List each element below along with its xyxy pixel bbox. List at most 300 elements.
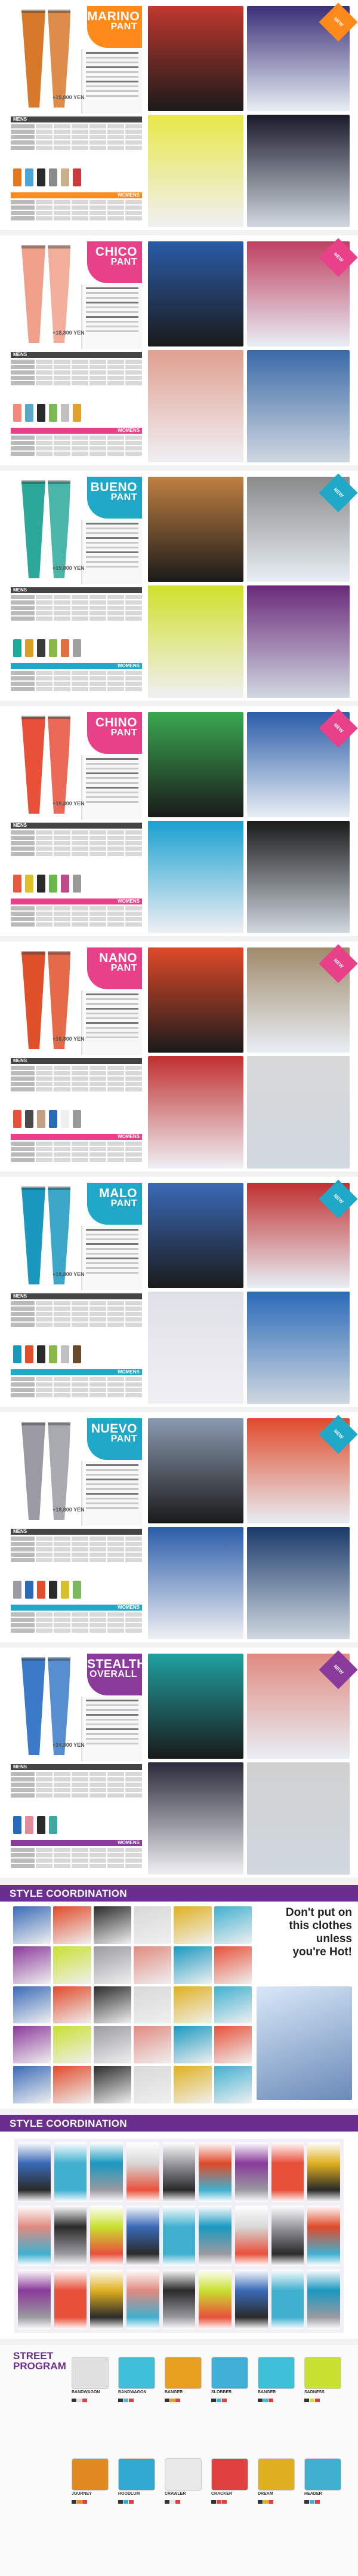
street-item[interactable] <box>165 2357 202 2399</box>
lifestyle-photo <box>247 1762 350 1875</box>
product-panel <box>11 712 142 933</box>
street-title-line1: STREET <box>13 2350 54 2362</box>
collage-photo <box>174 1906 211 1944</box>
color-swatch[interactable] <box>25 639 33 657</box>
street-item-image <box>165 2458 202 2491</box>
color-swatch[interactable] <box>25 1345 33 1363</box>
color-swatch[interactable] <box>25 1581 33 1599</box>
pant-page-chico <box>0 235 358 465</box>
mens-label: MENS <box>11 1764 142 1770</box>
color-swatch[interactable] <box>49 168 57 186</box>
mens-label: MENS <box>11 116 142 122</box>
product-panel <box>11 6 142 227</box>
color-swatches <box>11 404 142 424</box>
color-swatch[interactable] <box>37 404 45 422</box>
street-item[interactable] <box>72 2357 109 2399</box>
snowboard-action-photo <box>257 1986 352 2100</box>
new-badge: NEW <box>319 944 357 983</box>
color-swatch[interactable] <box>25 875 33 893</box>
product-name: MARINO <box>87 10 140 23</box>
color-swatch[interactable] <box>37 1345 45 1363</box>
color-swatch[interactable] <box>73 1345 81 1363</box>
lifestyle-photo <box>148 1654 243 1759</box>
womens-size-chart <box>11 663 142 697</box>
price-label: +18,800 YEN <box>53 801 85 806</box>
lifestyle-photo <box>247 821 350 933</box>
collage-photo <box>13 1946 51 1984</box>
color-swatch[interactable] <box>61 1110 69 1128</box>
color-swatches <box>11 875 142 895</box>
lookbook-model <box>126 2142 159 2202</box>
color-swatch[interactable] <box>61 168 69 186</box>
spec-box <box>81 1226 142 1290</box>
lookbook-model <box>199 2270 232 2329</box>
lifestyle-photos <box>148 241 350 462</box>
lifestyle-photo <box>148 821 243 933</box>
price-label: +24,800 YEN <box>53 1742 85 1748</box>
lifestyle-photo <box>148 477 243 582</box>
lifestyle-photo <box>247 585 350 698</box>
color-swatch[interactable] <box>73 875 81 893</box>
street-item-name: HEADER <box>304 2492 322 2496</box>
price-label: +16,800 YEN <box>53 1036 85 1042</box>
street-item-colors <box>165 2394 202 2405</box>
mens-label: MENS <box>11 823 142 829</box>
lifestyle-photos <box>148 947 350 1169</box>
color-swatch[interactable] <box>49 1345 57 1363</box>
lookbook-model <box>271 2142 304 2202</box>
spec-box <box>81 1461 142 1526</box>
color-swatch[interactable] <box>73 639 81 657</box>
street-item-image <box>211 2458 248 2491</box>
color-swatch[interactable] <box>13 875 21 893</box>
color-swatches <box>11 1345 142 1366</box>
street-item-image <box>118 2458 155 2491</box>
lookbook-model <box>18 2142 51 2202</box>
street-item-image <box>72 2458 109 2491</box>
color-swatch[interactable] <box>61 404 69 422</box>
street-item-image <box>258 2458 295 2491</box>
product-name: CHINO <box>95 716 137 729</box>
pant-page-bueno <box>0 471 358 701</box>
color-swatch[interactable] <box>61 875 69 893</box>
product-name: NUEVO <box>91 1422 137 1436</box>
lookbook-model <box>54 2270 87 2329</box>
color-swatches <box>11 1816 142 1836</box>
street-item-colors <box>258 2496 295 2507</box>
lookbook-model <box>199 2142 232 2202</box>
product-type: PANT <box>110 728 137 738</box>
product-title-box <box>87 1418 142 1460</box>
lookbook-model <box>307 2270 340 2329</box>
collage-photo <box>94 1946 131 1984</box>
product-type: PANT <box>110 1198 137 1209</box>
street-item[interactable] <box>304 2357 341 2399</box>
womens-label: WOMENS <box>11 1369 142 1375</box>
street-item-image <box>165 2357 202 2389</box>
lifestyle-photo <box>247 1292 350 1404</box>
street-item-image <box>211 2357 248 2389</box>
product-panel <box>11 241 142 462</box>
collage-photo <box>174 1986 211 2024</box>
product-type: PANT <box>110 257 137 267</box>
street-item-name: HOODLUM <box>118 2492 140 2496</box>
product-panel <box>11 477 142 698</box>
product-title-box <box>87 947 142 989</box>
color-swatch[interactable] <box>13 1816 21 1834</box>
section-title: STYLE COORDINATION <box>0 2115 358 2132</box>
street-item-name: SLOBBER <box>211 2390 232 2394</box>
womens-label: WOMENS <box>11 898 142 904</box>
color-swatch[interactable] <box>13 404 21 422</box>
quote-line: this clothes <box>289 1919 352 1932</box>
collage-photo <box>214 1906 252 1944</box>
mens-size-chart <box>11 587 142 635</box>
street-item-colors <box>72 2394 109 2405</box>
collage-photo <box>53 1946 91 1984</box>
street-title <box>13 2351 66 2371</box>
collage-photo <box>134 1906 171 1944</box>
pant-page-stealth <box>0 1648 358 1878</box>
womens-size-chart <box>11 1134 142 1167</box>
new-badge: NEW <box>319 473 357 512</box>
color-swatch[interactable] <box>73 1110 81 1128</box>
color-swatch[interactable] <box>73 168 81 186</box>
new-badge: NEW <box>319 1415 357 1453</box>
womens-size-chart <box>11 1840 142 1873</box>
collage-photo <box>134 2026 171 2063</box>
lifestyle-photos <box>148 712 350 933</box>
lifestyle-photos <box>148 1654 350 1875</box>
street-item-name: JOURNEY <box>72 2492 92 2496</box>
product-name: BUENO <box>90 480 137 494</box>
color-swatch[interactable] <box>37 168 45 186</box>
lifestyle-photo <box>148 241 243 346</box>
womens-size-chart <box>11 1605 142 1638</box>
collage-photo <box>94 1906 131 1944</box>
price-label: +18,800 YEN <box>53 1507 85 1513</box>
lifestyle-photos <box>148 1183 350 1404</box>
womens-label: WOMENS <box>11 1605 142 1611</box>
street-item-image <box>304 2357 341 2389</box>
street-item-colors <box>211 2394 248 2405</box>
street-item-colors <box>72 2496 109 2507</box>
lookbook-model <box>163 2142 196 2202</box>
mens-label: MENS <box>11 1529 142 1535</box>
color-swatch[interactable] <box>73 404 81 422</box>
product-name: NANO <box>99 951 137 965</box>
mens-size-chart <box>11 352 142 400</box>
lookbook-model <box>18 2270 51 2329</box>
street-item-colors <box>165 2496 202 2507</box>
lookbook-model <box>163 2206 196 2265</box>
color-swatch[interactable] <box>49 639 57 657</box>
collage-photo <box>214 1986 252 2024</box>
lookbook-model <box>90 2206 123 2265</box>
lookbook-model <box>18 2206 51 2265</box>
mens-label: MENS <box>11 1058 142 1064</box>
collage-photo <box>53 2026 91 2063</box>
lookbook-model <box>307 2206 340 2265</box>
color-swatches <box>11 168 142 189</box>
collage-photo <box>174 2026 211 2063</box>
color-swatch[interactable] <box>37 1110 45 1128</box>
womens-size-chart <box>11 192 142 226</box>
womens-label: WOMENS <box>11 1134 142 1140</box>
lifestyle-photo <box>148 6 243 111</box>
street-item-colors <box>258 2394 295 2405</box>
product-title-box <box>87 241 142 283</box>
street-item-colors <box>118 2394 155 2405</box>
product-name: CHICO <box>95 245 137 259</box>
collage-photo <box>94 2066 131 2103</box>
street-item-name: BANGER <box>258 2390 276 2394</box>
lifestyle-photo <box>148 115 243 227</box>
collage-photo <box>13 2066 51 2103</box>
price-label: +19,800 YEN <box>53 94 85 100</box>
color-swatch[interactable] <box>13 639 21 657</box>
color-swatch[interactable] <box>25 404 33 422</box>
quote-line: you're Hot! <box>292 1946 352 1958</box>
spec-box <box>81 990 142 1055</box>
color-swatch[interactable] <box>25 168 33 186</box>
lifestyle-photos <box>148 6 350 227</box>
lifestyle-photo <box>148 1762 243 1875</box>
product-panel <box>11 947 142 1169</box>
new-badge: NEW <box>319 2 357 41</box>
color-swatch[interactable] <box>13 1581 21 1599</box>
street-title-line2: PROGRAM <box>13 2360 66 2372</box>
lifestyle-photo <box>247 350 350 462</box>
street-item-colors <box>304 2496 341 2507</box>
price-label: +19,800 YEN <box>53 565 85 571</box>
womens-label: WOMENS <box>11 192 142 198</box>
street-item-image <box>258 2357 295 2389</box>
womens-label: WOMENS <box>11 428 142 434</box>
color-swatch[interactable] <box>37 639 45 657</box>
color-swatch[interactable] <box>49 875 57 893</box>
street-item-colors <box>304 2394 341 2405</box>
mens-size-chart <box>11 116 142 164</box>
lifestyle-photo <box>247 1056 350 1169</box>
lookbook-model <box>90 2270 123 2329</box>
color-swatches <box>11 1581 142 1601</box>
street-item-name: BANGER <box>165 2390 183 2394</box>
lifestyle-photo <box>148 947 243 1053</box>
mens-label: MENS <box>11 1293 142 1299</box>
color-swatch[interactable] <box>13 1110 21 1128</box>
quote-line: unless <box>316 1933 352 1945</box>
street-item-name: DREAM <box>258 2492 273 2496</box>
lookbook-model <box>271 2206 304 2265</box>
product-panel <box>11 1183 142 1404</box>
quote-line: Don't put on <box>285 1906 352 1919</box>
collage-photo <box>134 2066 171 2103</box>
street-item[interactable] <box>118 2357 155 2399</box>
lookbook-model <box>163 2270 196 2329</box>
mens-size-chart <box>11 1293 142 1341</box>
street-item[interactable] <box>211 2357 248 2399</box>
womens-size-chart <box>11 428 142 461</box>
collage-photo <box>53 1986 91 2024</box>
color-swatch[interactable] <box>73 1581 81 1599</box>
pant-page-chino <box>0 706 358 936</box>
new-badge: NEW <box>319 709 357 747</box>
product-type: PANT <box>110 1434 137 1444</box>
collage-photo <box>13 1986 51 2024</box>
collage-photo <box>53 1906 91 1944</box>
product-name: MALO <box>99 1186 137 1200</box>
collage-photo <box>174 2066 211 2103</box>
lifestyle-photo <box>148 1183 243 1288</box>
lookbook-model <box>54 2206 87 2265</box>
pant-page-marino <box>0 0 358 230</box>
color-swatch[interactable] <box>61 1581 69 1599</box>
lookbook-model <box>199 2206 232 2265</box>
street-item[interactable] <box>165 2458 202 2500</box>
spec-box <box>81 284 142 349</box>
product-title-box <box>87 712 142 754</box>
street-item-name: CRAWLER <box>165 2492 186 2496</box>
pant-page-malo <box>0 1177 358 1407</box>
mens-size-chart <box>11 1058 142 1106</box>
spec-box <box>81 49 142 114</box>
color-swatch[interactable] <box>61 1345 69 1363</box>
womens-label: WOMENS <box>11 1840 142 1846</box>
lifestyle-photo <box>148 350 243 462</box>
color-swatches <box>11 639 142 660</box>
mens-size-chart <box>11 823 142 870</box>
street-item-name: BANDWAGON <box>118 2390 147 2394</box>
lookbook-model <box>307 2142 340 2202</box>
color-swatch[interactable] <box>49 404 57 422</box>
collage-photo <box>13 2026 51 2063</box>
street-item[interactable] <box>72 2458 109 2500</box>
street-program-section <box>0 2345 358 2576</box>
street-item-name: SADNESS <box>304 2390 325 2394</box>
lifestyle-photo <box>148 712 243 817</box>
lifestyle-photo <box>247 115 350 227</box>
collage-photo <box>214 2026 252 2063</box>
street-item-name: BANDWAGON <box>72 2390 100 2394</box>
product-title-box <box>87 1183 142 1225</box>
collage-photo <box>214 2066 252 2103</box>
street-item-image <box>118 2357 155 2389</box>
product-title-box <box>87 1654 146 1695</box>
style-coordination-section-1 <box>0 1885 358 2109</box>
street-item[interactable] <box>118 2458 155 2500</box>
womens-size-chart <box>11 898 142 932</box>
price-label: +18,800 YEN <box>53 330 85 336</box>
pant-page-nano <box>0 942 358 1172</box>
lookbook-grid <box>14 2139 344 2333</box>
color-swatch[interactable] <box>49 1816 57 1834</box>
womens-label: WOMENS <box>11 663 142 669</box>
product-title-box <box>87 477 142 519</box>
lifestyle-photo <box>148 585 243 698</box>
section-title: STYLE COORDINATION <box>0 1885 358 1902</box>
product-type: PANT <box>110 492 137 502</box>
lifestyle-photos <box>148 477 350 698</box>
product-title-box <box>87 6 142 48</box>
lifestyle-photo <box>247 1527 350 1639</box>
street-item[interactable] <box>211 2458 248 2500</box>
mens-size-chart <box>11 1529 142 1577</box>
price-label: +18,800 YEN <box>53 1271 85 1277</box>
color-swatch[interactable] <box>13 1345 21 1363</box>
color-swatch[interactable] <box>49 1110 57 1128</box>
street-item-image <box>304 2458 341 2491</box>
lifestyle-photo <box>148 1292 243 1404</box>
womens-size-chart <box>11 1369 142 1403</box>
street-item[interactable] <box>304 2458 341 2500</box>
lookbook-model <box>271 2270 304 2329</box>
color-swatch[interactable] <box>25 1110 33 1128</box>
lookbook-model <box>235 2206 268 2265</box>
lifestyle-photo <box>148 1418 243 1523</box>
collage-photo <box>94 1986 131 2024</box>
mens-label: MENS <box>11 352 142 358</box>
collage-photo <box>94 2026 131 2063</box>
lookbook-model <box>235 2270 268 2329</box>
street-item-colors <box>118 2496 155 2507</box>
street-item-colors <box>211 2496 248 2507</box>
lookbook-model <box>126 2206 159 2265</box>
style-coordination-section-2 <box>0 2115 358 2339</box>
new-badge: NEW <box>319 238 357 277</box>
mens-label: MENS <box>11 587 142 593</box>
new-badge: NEW <box>319 1650 357 1689</box>
color-swatch[interactable] <box>37 1581 45 1599</box>
product-panel <box>11 1418 142 1639</box>
lookbook-model <box>126 2270 159 2329</box>
lifestyle-photo <box>148 1056 243 1169</box>
collage-photo <box>214 1946 252 1984</box>
color-swatch[interactable] <box>37 875 45 893</box>
lifestyle-photo <box>148 1527 243 1639</box>
collage-photo <box>13 1906 51 1944</box>
product-type: PANT <box>110 963 137 973</box>
new-badge: NEW <box>319 1179 357 1218</box>
photo-collage <box>13 1906 252 2103</box>
color-swatch[interactable] <box>37 1816 45 1834</box>
spec-box <box>81 755 142 820</box>
quote-box <box>257 1906 352 1978</box>
lookbook-model <box>235 2142 268 2202</box>
collage-photo <box>134 1986 171 2024</box>
product-type: PANT <box>110 22 137 32</box>
lifestyle-photos <box>148 1418 350 1639</box>
product-panel <box>11 1654 146 1875</box>
pant-page-nuevo <box>0 1412 358 1642</box>
lookbook-model <box>54 2142 87 2202</box>
mens-size-chart <box>11 1764 142 1812</box>
street-item[interactable] <box>258 2458 295 2500</box>
product-name: STEALTH <box>87 1657 146 1671</box>
color-swatch[interactable] <box>61 639 69 657</box>
street-item-name: CRACKER <box>211 2492 232 2496</box>
collage-photo <box>174 1946 211 1984</box>
collage-photo <box>134 1946 171 1984</box>
product-type: OVERALL <box>90 1669 137 1679</box>
collage-photo <box>53 2066 91 2103</box>
spec-box <box>81 1697 142 1761</box>
color-swatch[interactable] <box>25 1816 33 1834</box>
street-item[interactable] <box>258 2357 295 2399</box>
color-swatch[interactable] <box>49 1581 57 1599</box>
spec-box <box>81 520 142 584</box>
color-swatch[interactable] <box>13 168 21 186</box>
